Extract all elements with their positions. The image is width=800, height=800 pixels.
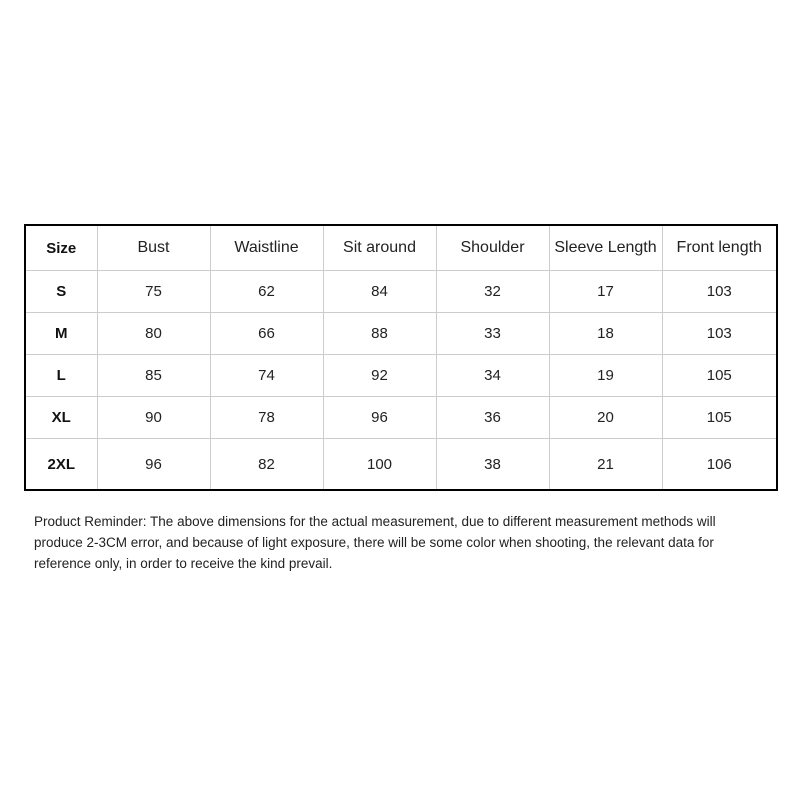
sit-around-cell: 96 xyxy=(323,397,436,439)
front-length-cell: 105 xyxy=(662,397,777,439)
column-header-sleeve-length: Sleeve Length xyxy=(549,225,662,271)
table-row xyxy=(25,439,777,491)
shoulder-cell: 36 xyxy=(436,397,549,439)
table-row xyxy=(25,313,777,355)
bust-cell: 75 xyxy=(97,271,210,313)
sleeve-length-cell: 20 xyxy=(549,397,662,439)
size-chart-table xyxy=(24,224,778,491)
sit-around-cell: 84 xyxy=(323,271,436,313)
table-row xyxy=(25,397,777,439)
waistline-cell: 66 xyxy=(210,313,323,355)
front-length-cell: 103 xyxy=(662,313,777,355)
shoulder-cell: 38 xyxy=(436,439,549,491)
size-cell: M xyxy=(25,313,97,355)
sit-around-cell: 92 xyxy=(323,355,436,397)
sleeve-length-cell: 21 xyxy=(549,439,662,491)
sleeve-length-cell: 19 xyxy=(549,355,662,397)
bust-cell: 90 xyxy=(97,397,210,439)
waistline-cell: 78 xyxy=(210,397,323,439)
waistline-cell: 62 xyxy=(210,271,323,313)
size-cell: XL xyxy=(25,397,97,439)
size-cell: S xyxy=(25,271,97,313)
column-header-waistline: Waistline xyxy=(210,225,323,271)
size-cell: 2XL xyxy=(25,439,97,491)
shoulder-cell: 34 xyxy=(436,355,549,397)
front-length-cell: 105 xyxy=(662,355,777,397)
size-cell: L xyxy=(25,355,97,397)
sit-around-cell: 100 xyxy=(323,439,436,491)
bust-cell: 96 xyxy=(97,439,210,491)
shoulder-cell: 32 xyxy=(436,271,549,313)
column-header-size: Size xyxy=(25,225,97,271)
shoulder-cell: 33 xyxy=(436,313,549,355)
column-header-front-length: Front length xyxy=(662,225,777,271)
waistline-cell: 74 xyxy=(210,355,323,397)
sleeve-length-cell: 18 xyxy=(549,313,662,355)
sleeve-length-cell: 17 xyxy=(549,271,662,313)
table-header-row xyxy=(25,225,777,271)
column-header-sit-around: Sit around xyxy=(323,225,436,271)
table-row xyxy=(25,271,777,313)
column-header-shoulder: Shoulder xyxy=(436,225,549,271)
front-length-cell: 103 xyxy=(662,271,777,313)
sit-around-cell: 88 xyxy=(323,313,436,355)
table-row xyxy=(25,355,777,397)
product-reminder-text: Product Reminder: The above dimensions for the actual measurement, due to different measurement methods will produce 2-3CM error, and because of light exposure, there will be some color when shooting, the relevant data for reference only, in order to receive the kind prevail. xyxy=(34,513,716,571)
column-header-bust: Bust xyxy=(97,225,210,271)
front-length-cell: 106 xyxy=(662,439,777,491)
bust-cell: 85 xyxy=(97,355,210,397)
waistline-cell: 82 xyxy=(210,439,323,491)
bust-cell: 80 xyxy=(97,313,210,355)
